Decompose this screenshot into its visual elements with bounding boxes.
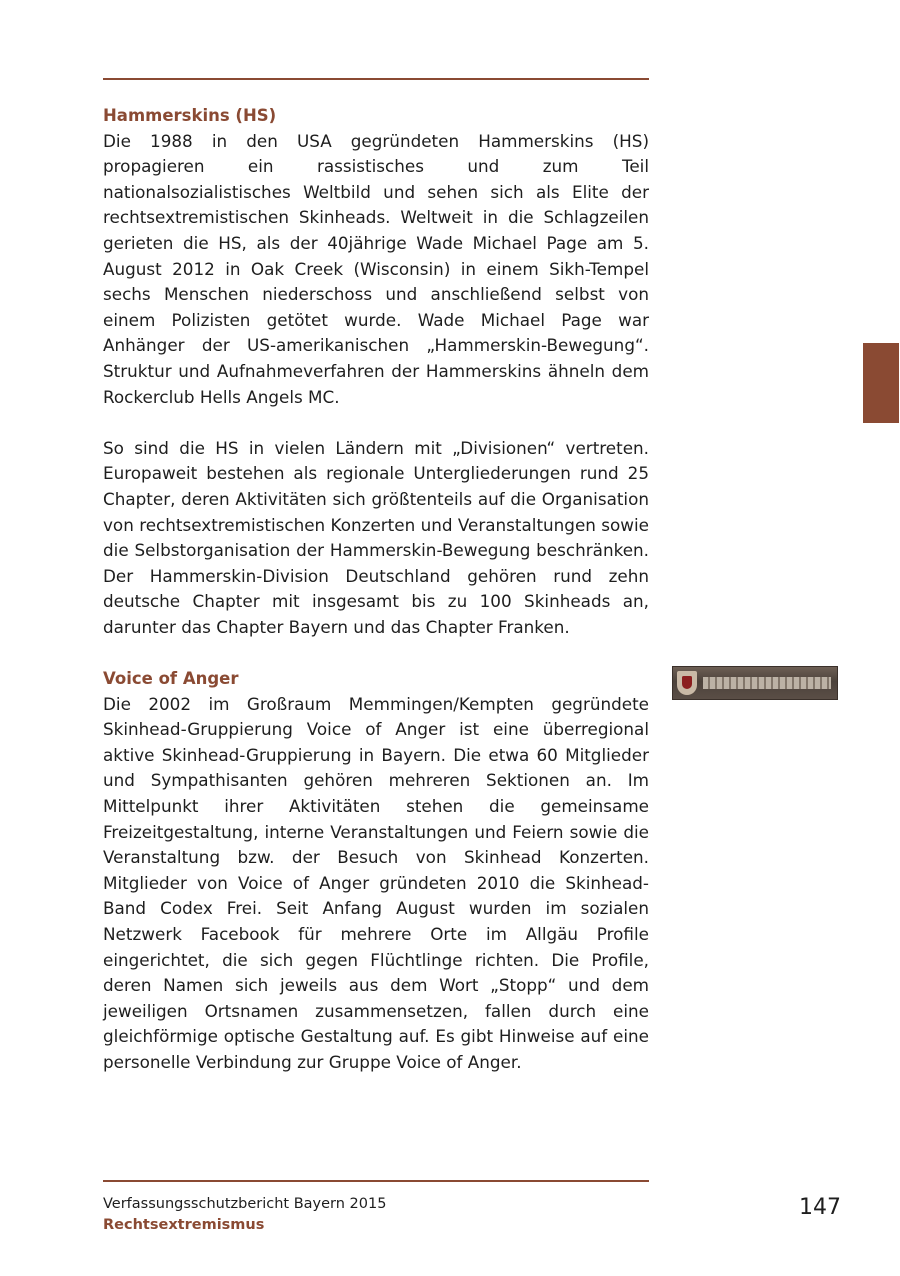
- top-rule: [103, 78, 649, 80]
- bottom-rule: [103, 1180, 649, 1182]
- logo-lettering: [703, 677, 831, 689]
- footer-publication-title: Verfassungsschutzbericht Bayern 2015: [103, 1196, 387, 1212]
- voice-of-anger-logo: [672, 666, 838, 700]
- footer-chapter-title: Rechtsextremismus: [103, 1217, 265, 1233]
- hammerskins-paragraph-2: So sind die HS in vielen Ländern mit „Divisionen“ vertreten. Europaweit bestehen als regionale Untergliederungen rund 25 Chapter, deren Aktivitäten sich größtenteils auf die Organisation von rechtsextremistischen Konzerten und Veranstaltungen sowie die Selbstorganisation der Hammerskin-Bewegung beschränken. Der Hammerskin-Division Deutschland gehören rund zehn deutsche Chapter mit insgesamt bis zu 100 Skinheads an, darunter das Chapter Bayern und das Chapter Franken.: [103, 437, 649, 637]
- section-title-hammerskins: Hammerskins (HS): [103, 106, 277, 125]
- chapter-tab-marker: [863, 343, 899, 423]
- section-gap: [103, 640, 649, 666]
- page-number: 147: [799, 1195, 841, 1220]
- logo-shield-icon: [677, 671, 697, 695]
- paragraph-gap: [103, 410, 649, 436]
- hammerskins-paragraph-1: Die 1988 in den USA gegründeten Hammerskins (HS) propagieren ein rassistisches und zum Teil nationalsozialistisches Weltbild und sehen sich als Elite der rechtsextremistischen Skinheads. Weltweit in die Schlagzeilen gerieten die HS, als der 40jährige Wade Michael Page am 5. August 2012 in Oak Creek (Wisconsin) in einem Sikh-Tempel sechs Menschen niederschoss und anschließend selbst von einem Polizisten getötet wurde. Wade Michael Page war Anhänger der US-amerikanischen „Hammerskin-Bewegung“. Struktur und Aufnahmeverfahren der Hammerskins ähneln dem Rockerclub Hells Angels MC.: [103, 130, 649, 407]
- voice-of-anger-paragraph: Die 2002 im Großraum Memmingen/Kempten gegründete Skinhead-Gruppierung Voice of Anger ist eine überregional aktive Skinhead-Gruppierung in Bayern. Die etwa 60 Mitglieder und Sympathisanten gehören mehreren Sektionen an. Im Mittelpunkt ihrer Aktivitäten stehen die gemeinsame Freizeitgestaltung, interne Veranstaltungen und Feiern sowie die Veranstaltung bzw. der Besuch von Skinhead Konzerten. Mitglieder von Voice of Anger gründeten 2010 die Skinhead-Band Codex Frei. Seit Anfang August wurden im sozialen Netzwerk Facebook für mehrere Orte im Allgäu Profile eingerichtet, die sich gegen Flüchtlinge richten. Die Profile, deren Namen sich jeweils aus dem Wort „Stopp“ und dem jeweiligen Ortsnamen zusammensetzen, fallen durch eine gleichförmige optische Gestaltung auf. Es gibt Hinweise auf eine personelle Verbindung zur Gruppe Voice of Anger.: [103, 693, 649, 1072]
- section-title-voice-of-anger: Voice of Anger: [103, 669, 239, 689]
- main-content: [103, 103, 649, 1076]
